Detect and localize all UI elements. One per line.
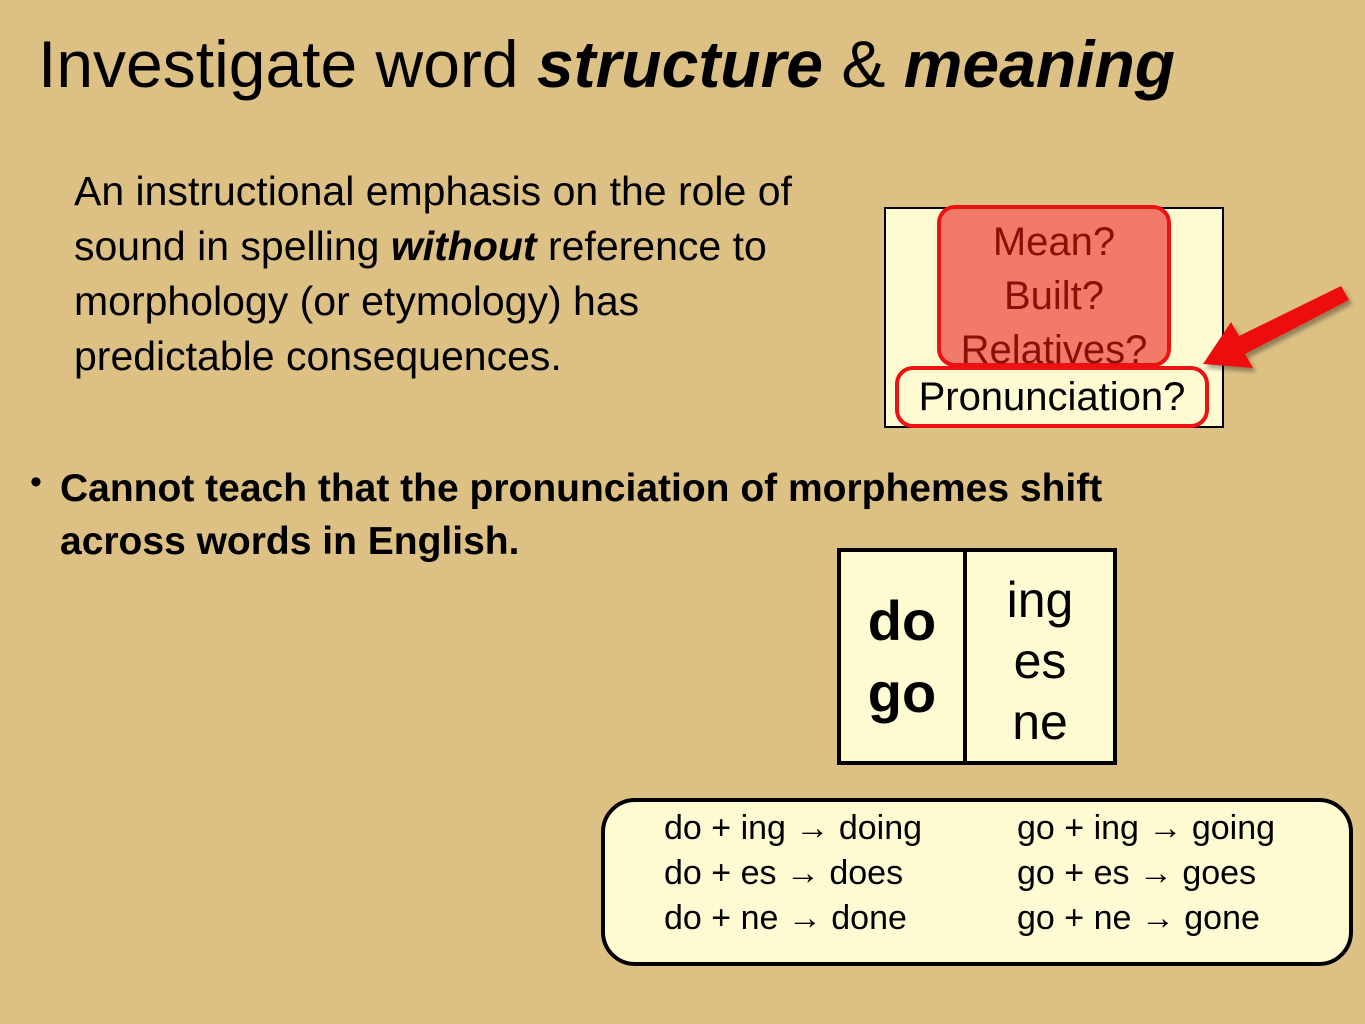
word-sums-box bbox=[601, 798, 1353, 966]
question-mean: Mean? bbox=[992, 220, 1116, 264]
question-built: Built? bbox=[1003, 274, 1105, 318]
intro-line-2-end: reference to bbox=[536, 223, 767, 269]
matrix-bases bbox=[841, 552, 967, 761]
word-sum: go + ing → going bbox=[1017, 809, 1276, 847]
intro-line-2-start: sound in spelling bbox=[74, 223, 391, 269]
question-relatives: Relatives? bbox=[960, 328, 1148, 372]
intro-line-4: predictable consequences. bbox=[74, 333, 562, 379]
base-go: go bbox=[867, 660, 937, 724]
intro-line-3: morphology (or etymology) has bbox=[74, 278, 640, 324]
intro-line-1: An instructional emphasis on the role of bbox=[74, 168, 792, 214]
base-do: do bbox=[867, 588, 937, 652]
question-pronunciation: Pronunciation? bbox=[895, 366, 1209, 428]
word-sum: do + ing → doing bbox=[664, 809, 923, 847]
word-sum: go + ne → gone bbox=[1017, 899, 1260, 937]
suffix-ing: ing bbox=[1006, 572, 1074, 628]
word-matrix bbox=[837, 548, 1117, 765]
word-sums-go bbox=[1017, 806, 1275, 941]
title-ampersand: & bbox=[823, 27, 904, 101]
intro-emphasis-without: without bbox=[390, 223, 537, 269]
intro-line-2 bbox=[74, 219, 884, 274]
intro-paragraph bbox=[74, 164, 884, 384]
suffix-es: es bbox=[1013, 633, 1067, 689]
word-sums-do bbox=[664, 806, 922, 941]
matrix-suffixes bbox=[967, 552, 1113, 761]
slide-title bbox=[38, 28, 1175, 101]
red-arrow-icon bbox=[1195, 278, 1355, 378]
highlighted-questions bbox=[937, 205, 1171, 372]
word-sum: do + es → does bbox=[664, 854, 904, 892]
bullet-line-2: across words in English. bbox=[60, 520, 520, 563]
title-emphasis-meaning: meaning bbox=[903, 27, 1176, 101]
title-text: Investigate word bbox=[38, 27, 537, 101]
bullet-line-1: Cannot teach that the pronunciation of morphemes shift bbox=[60, 467, 1103, 510]
word-sum: do + ne → done bbox=[664, 899, 907, 937]
word-sum: go + es → goes bbox=[1017, 854, 1257, 892]
bullet-icon: • bbox=[30, 463, 42, 501]
title-emphasis-structure: structure bbox=[536, 27, 824, 101]
suffix-ne: ne bbox=[1012, 694, 1068, 750]
